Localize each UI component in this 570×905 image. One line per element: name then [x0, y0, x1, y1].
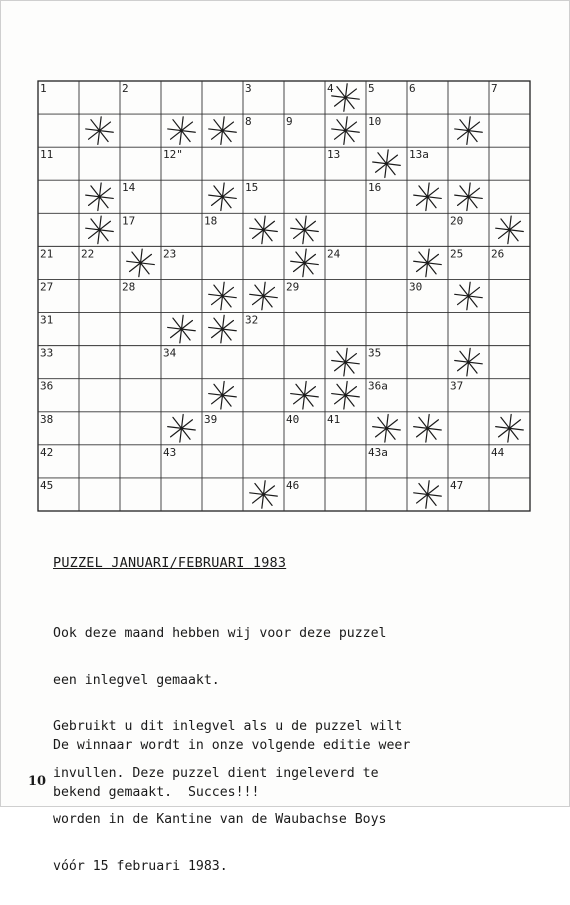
- blocked-cell-star: [455, 183, 483, 211]
- blocked-cell-star: [209, 381, 237, 409]
- star-stroke: [171, 420, 193, 437]
- star-stroke: [376, 155, 398, 172]
- clue-number: 36: [40, 379, 54, 393]
- blocked-cell-star: [168, 415, 196, 443]
- blocked-cell-star: [414, 481, 442, 509]
- star-stroke: [458, 188, 480, 205]
- clue-number: 13: [327, 148, 341, 162]
- star-stroke: [171, 122, 193, 139]
- blocked-cell-star: [414, 183, 442, 211]
- clue-number: 38: [40, 412, 54, 426]
- clue-number: 25: [450, 247, 464, 261]
- clue-number: 3: [245, 82, 252, 95]
- instructions-line: een inlegvel gemaakt.: [53, 672, 220, 688]
- star-stroke: [499, 221, 521, 238]
- blocked-cell-star: [373, 415, 401, 443]
- clue-number: 33: [40, 346, 54, 360]
- star-stroke: [89, 122, 111, 139]
- clue-number: 15: [245, 181, 259, 195]
- clue-number: 16: [368, 181, 382, 195]
- blocked-cell-star: [373, 150, 401, 178]
- star-stroke: [253, 221, 275, 238]
- winner-line: bekend gemaakt. Succes!!!: [53, 784, 260, 800]
- puzzle-heading: PUZZEL JANUARI/FEBRUARI 1983: [53, 555, 287, 571]
- clue-number: 4: [327, 82, 334, 95]
- clue-number: 45: [40, 478, 54, 492]
- clue-number: 44: [491, 445, 505, 459]
- star-stroke: [458, 354, 480, 371]
- instructions-line: Gebruikt u dit inlegvel als u de puzzel wilt: [53, 719, 403, 734]
- clue-number: 9: [286, 115, 293, 129]
- star-stroke: [89, 221, 111, 238]
- clue-number: 43a: [368, 445, 388, 459]
- blocked-cell-star: [414, 249, 442, 277]
- instructions-line: vóór 15 februari 1983.: [53, 858, 228, 874]
- clue-number: 31: [40, 313, 54, 327]
- star-stroke: [253, 486, 275, 503]
- winner-paragraph: [53, 707, 410, 831]
- clue-number: 34: [163, 346, 177, 360]
- clue-number: 11: [40, 148, 54, 162]
- clue-number: 43: [163, 445, 177, 459]
- star-stroke: [499, 420, 521, 437]
- blocked-cell-star: [332, 348, 360, 376]
- clue-number: 40: [286, 412, 300, 426]
- clue-number: 28: [122, 280, 136, 294]
- clue-number: 23: [163, 247, 177, 261]
- star-stroke: [294, 254, 316, 271]
- star-stroke: [376, 420, 398, 437]
- clue-number: 20: [450, 214, 464, 228]
- blocked-cell-star: [209, 117, 237, 145]
- clue-number: 2: [122, 82, 129, 95]
- star-stroke: [212, 387, 234, 404]
- star-stroke: [417, 486, 439, 503]
- clue-number: 37: [450, 379, 464, 393]
- star-stroke: [458, 122, 480, 139]
- blocked-cell-star: [209, 282, 237, 310]
- star-stroke: [335, 354, 357, 371]
- clue-number: 32: [245, 313, 259, 327]
- blocked-cell-star: [455, 348, 483, 376]
- crossword-grid: [38, 81, 530, 511]
- clue-number: 46: [286, 478, 300, 492]
- clue-number: 42: [40, 445, 54, 459]
- clue-number: 13a: [409, 148, 429, 162]
- blocked-cell-star: [332, 84, 360, 112]
- star-stroke: [458, 287, 480, 304]
- clue-number: 30: [409, 280, 423, 294]
- blocked-cell-star: [291, 381, 319, 409]
- clue-number: 26: [491, 247, 505, 261]
- star-stroke: [212, 122, 234, 139]
- page-number: 10: [28, 774, 47, 789]
- clue-number: 39: [204, 412, 218, 426]
- clue-number: 14: [122, 181, 136, 195]
- blocked-cell-star: [332, 117, 360, 145]
- crossword-grid-svg: [38, 81, 530, 511]
- clue-number: 1: [40, 82, 47, 95]
- star-stroke: [335, 122, 357, 139]
- star-stroke: [212, 188, 234, 205]
- blocked-cell-star: [250, 481, 278, 509]
- blocked-cell-star: [455, 282, 483, 310]
- clue-number: 22: [81, 247, 95, 261]
- star-stroke: [335, 387, 357, 404]
- blocked-cell-star: [209, 183, 237, 211]
- blocked-cell-star: [496, 415, 524, 443]
- star-stroke: [294, 387, 316, 404]
- blocked-cell-star: [414, 415, 442, 443]
- blocked-cell-star: [250, 216, 278, 244]
- blocked-cell-star: [291, 249, 319, 277]
- blocked-cell-star: [86, 117, 114, 145]
- clue-number: 18: [204, 214, 218, 228]
- clue-number: 36a: [368, 379, 388, 393]
- clue-number: 17: [122, 214, 136, 228]
- star-stroke: [89, 188, 111, 205]
- star-stroke: [171, 321, 193, 338]
- star-stroke: [294, 221, 316, 238]
- clue-number: 24: [327, 247, 341, 261]
- winner-line: De winnaar wordt in onze volgende editie weer: [53, 738, 411, 753]
- clue-number: 29: [286, 280, 300, 294]
- clue-number: 21: [40, 247, 54, 261]
- blocked-cell-star: [209, 315, 237, 343]
- instructions-line: worden in de Kantine van de Waubachse Boys: [53, 812, 387, 827]
- clue-number: 8: [245, 115, 252, 129]
- clue-number: 41: [327, 412, 341, 426]
- clue-number: 27: [40, 280, 54, 294]
- star-stroke: [417, 420, 439, 437]
- clue-number: 35: [368, 346, 382, 360]
- star-stroke: [212, 287, 234, 304]
- blocked-cell-star: [496, 216, 524, 244]
- clue-number: 12": [163, 148, 183, 162]
- blocked-cell-star: [332, 381, 360, 409]
- star-stroke: [253, 287, 275, 304]
- clue-number: 7: [491, 82, 498, 95]
- star-stroke: [417, 254, 439, 271]
- instructions-line: Ook deze maand hebben wij voor deze puzzel: [53, 626, 387, 641]
- blocked-cell-star: [86, 216, 114, 244]
- star-stroke: [212, 321, 234, 338]
- clue-number: 5: [368, 82, 375, 95]
- clue-number: 10: [368, 115, 382, 129]
- blocked-cell-star: [168, 117, 196, 145]
- clue-number: 6: [409, 82, 416, 95]
- blocked-cell-star: [250, 282, 278, 310]
- clue-number: 47: [450, 478, 464, 492]
- blocked-cell-star: [86, 183, 114, 211]
- star-stroke: [417, 188, 439, 205]
- blocked-cell-star: [168, 315, 196, 343]
- instructions-line: invullen. Deze puzzel dient ingeleverd te: [53, 765, 379, 781]
- blocked-cell-star: [127, 249, 155, 277]
- blocked-cell-star: [455, 117, 483, 145]
- star-stroke: [335, 89, 357, 106]
- star-stroke: [130, 254, 152, 271]
- blocked-cell-star: [291, 216, 319, 244]
